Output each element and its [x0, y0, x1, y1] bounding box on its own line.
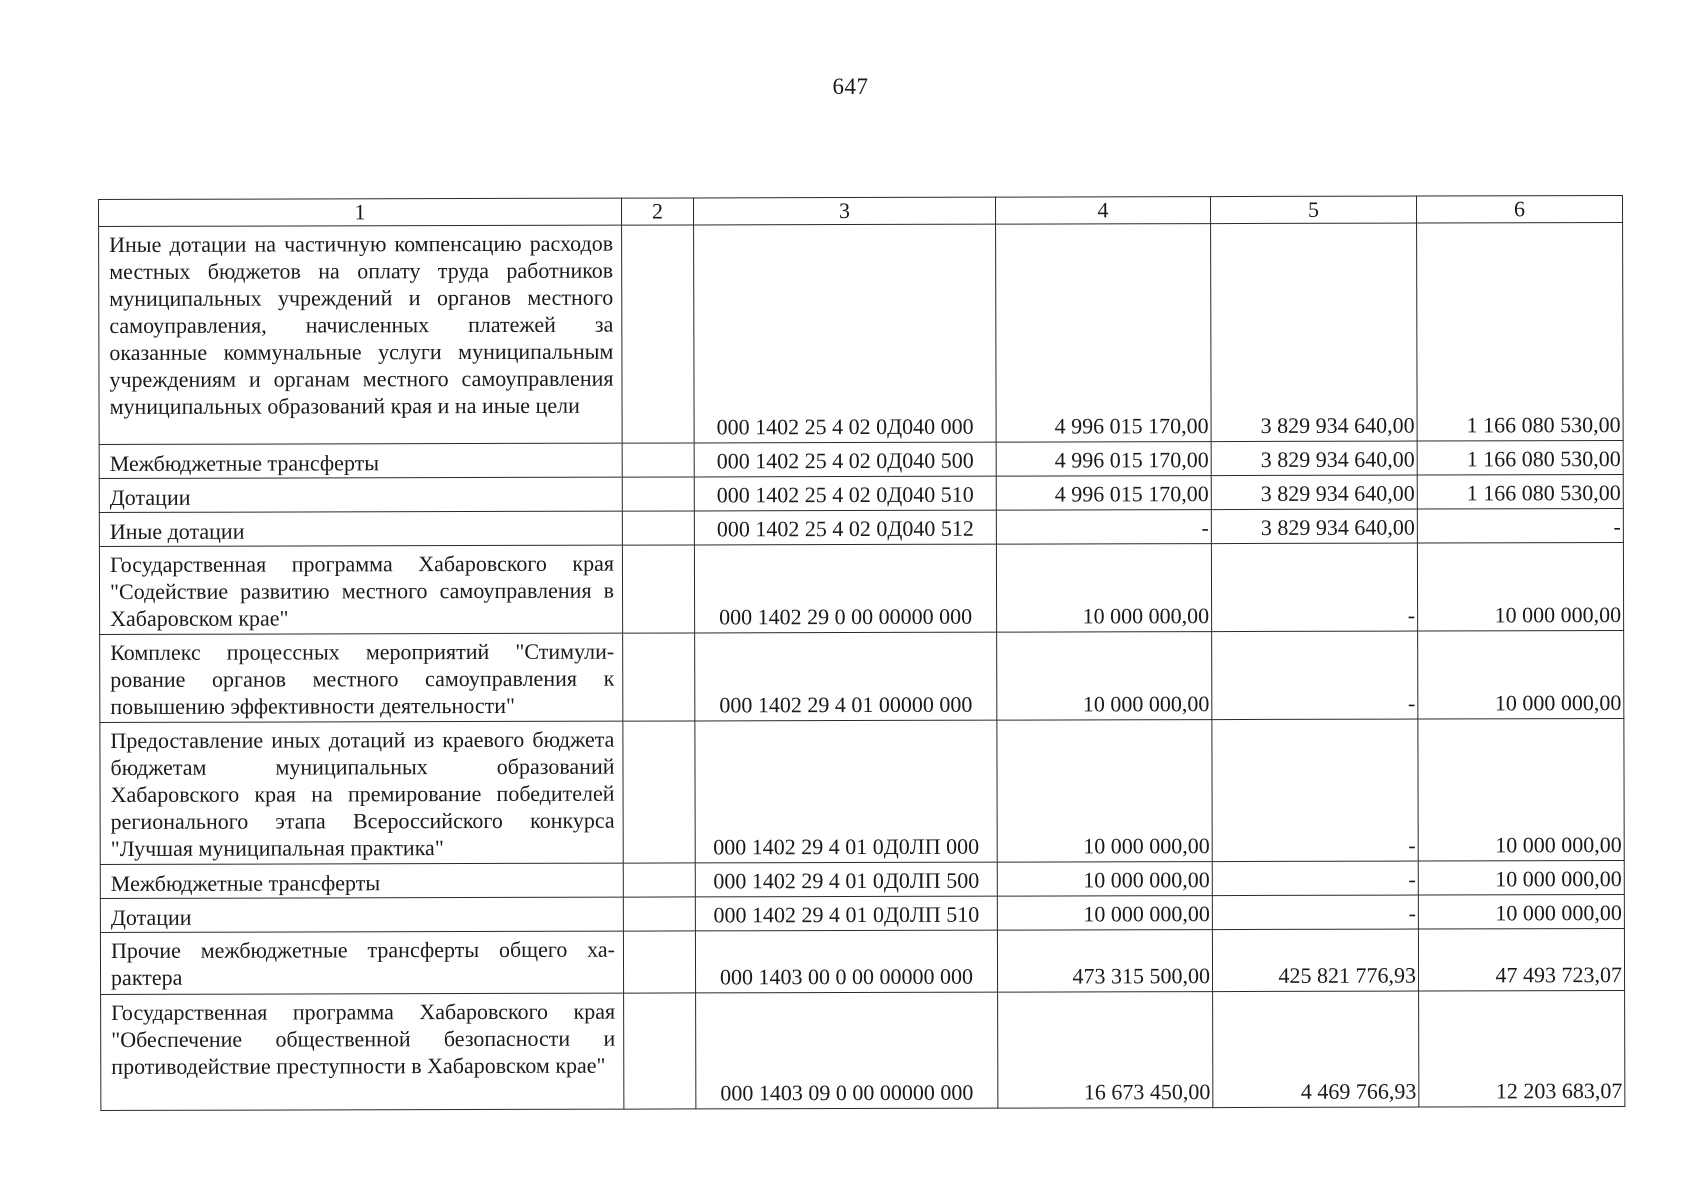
row-col-4: 10 000 000,00	[997, 720, 1212, 863]
row-name: Межбюджетные трансферты	[100, 863, 623, 898]
row-code: 000 1402 25 4 02 0Д040 500	[694, 442, 996, 477]
row-col-6: -	[1417, 509, 1623, 544]
table-row	[99, 223, 1624, 445]
row-col-5: 3 829 934 640,00	[1211, 509, 1417, 544]
row-col-5: -	[1212, 861, 1418, 896]
row-name: Государственная программа Хабаровского края "Обеспечение общественной безопасности и противодействие преступности в Хабаровском крае"	[101, 993, 624, 1110]
row-name: Государственная программа Хабаровского края "Содействие развитию местного самоуправления в Хабаровском крае"	[99, 545, 622, 634]
row-col-2	[623, 931, 695, 993]
row-col-6: 10 000 000,00	[1418, 895, 1624, 930]
row-col-6: 1 166 080 530,00	[1417, 441, 1623, 476]
header-col-1: 1	[99, 198, 622, 226]
table-row	[100, 929, 1624, 995]
row-col-4: 4 996 015 170,00	[996, 442, 1211, 477]
row-col-4: 4 996 015 170,00	[996, 476, 1211, 511]
row-code: 000 1402 29 4 01 0Д0ЛП 510	[695, 896, 997, 931]
row-name: Комплекс процессных мероприятий "Стимулирование органов местного самоуправления к повышению эффективности деятельности"	[100, 633, 623, 722]
header-col-6: 6	[1416, 196, 1622, 224]
table-row	[99, 441, 1623, 479]
row-col-5: 4 469 766,93	[1213, 991, 1419, 1108]
row-col-5: 3 829 934 640,00	[1211, 223, 1418, 442]
header-col-5: 5	[1210, 196, 1416, 224]
row-col-2	[622, 511, 694, 545]
row-col-2	[624, 993, 696, 1109]
row-col-4: 4 996 015 170,00	[996, 224, 1212, 443]
row-col-5: -	[1212, 631, 1418, 720]
row-code: 000 1402 29 0 00 00000 000	[694, 544, 996, 633]
row-name: Дотации	[99, 477, 622, 512]
table-row	[99, 509, 1623, 547]
header-col-2: 2	[621, 198, 693, 225]
row-col-2	[622, 477, 694, 511]
row-code: 000 1402 25 4 02 0Д040 512	[694, 510, 996, 545]
row-col-6: 1 166 080 530,00	[1417, 475, 1623, 510]
page-number: 647	[832, 74, 869, 99]
row-col-6: 12 203 683,07	[1419, 991, 1625, 1108]
table-row	[99, 543, 1623, 635]
row-code: 000 1403 00 0 00 00000 000	[695, 930, 997, 993]
row-code: 000 1402 25 4 02 0Д040 510	[694, 476, 996, 511]
row-name: Дотации	[100, 897, 623, 932]
row-col-4: 10 000 000,00	[997, 632, 1212, 721]
row-code: 000 1402 29 4 01 0Д0ЛП 000	[695, 720, 997, 863]
row-col-6: 10 000 000,00	[1418, 861, 1624, 896]
row-col-4: 473 315 500,00	[997, 930, 1212, 993]
table-row	[100, 719, 1624, 865]
row-name: Прочие межбюджетные трансферты общего характера	[100, 931, 623, 994]
row-col-5: -	[1211, 543, 1417, 632]
row-name: Иные дотации	[99, 511, 622, 546]
row-col-4: 10 000 000,00	[997, 862, 1212, 897]
row-col-4: 10 000 000,00	[996, 544, 1211, 633]
budget-table	[98, 195, 1625, 1111]
row-col-5: 3 829 934 640,00	[1211, 475, 1417, 510]
row-col-5: 425 821 776,93	[1212, 929, 1418, 992]
row-col-2	[623, 721, 695, 863]
row-code: 000 1402 29 4 01 0Д0ЛП 500	[695, 862, 997, 897]
row-col-4: 10 000 000,00	[997, 896, 1212, 931]
row-col-6: 10 000 000,00	[1418, 631, 1624, 720]
row-col-2	[623, 863, 695, 897]
row-code: 000 1402 29 4 01 00000 000	[695, 632, 997, 721]
row-col-6: 47 493 723,07	[1418, 929, 1624, 992]
row-code: 000 1402 25 4 02 0Д040 000	[694, 224, 997, 443]
row-col-2	[623, 897, 695, 931]
row-col-4: -	[996, 510, 1211, 545]
row-col-6: 1 166 080 530,00	[1417, 223, 1624, 442]
row-col-2	[623, 633, 695, 721]
row-name: Иные дотации на частичную компенсацию расходов местных бюджетов на оплату труда работников муниципальных учреждений и органов местного самоуправления, начисленных платежей за оказанные коммунальные услуги муниципальным учреждениям и органам местного самоуправления муниципальных образований края и на иные цели	[99, 225, 623, 444]
table-row	[101, 991, 1625, 1111]
row-name: Межбюджетные трансферты	[99, 443, 622, 478]
row-name: Предоставление иных дотаций из краевого бюджета бюджетам муниципальных образований Хабаровского края на премирование победителей регионального этапа Всероссийского конкурса "Лучшая муниципальная практика"	[100, 721, 623, 864]
row-col-2	[622, 443, 694, 477]
table-row	[100, 895, 1624, 933]
row-col-2	[622, 545, 694, 633]
header-col-4: 4	[995, 197, 1210, 225]
table-row	[100, 861, 1624, 899]
header-col-3: 3	[693, 197, 995, 225]
row-col-4: 16 673 450,00	[998, 992, 1213, 1109]
table-row	[100, 631, 1624, 723]
table-row	[99, 475, 1623, 513]
header-row	[99, 196, 1623, 227]
row-col-5: -	[1212, 895, 1418, 930]
row-col-5: -	[1212, 719, 1418, 862]
row-col-5: 3 829 934 640,00	[1211, 441, 1417, 476]
row-col-6: 10 000 000,00	[1417, 543, 1623, 632]
row-col-2	[622, 225, 695, 443]
row-code: 000 1403 09 0 00 00000 000	[696, 992, 998, 1109]
row-col-6: 10 000 000,00	[1418, 719, 1624, 862]
